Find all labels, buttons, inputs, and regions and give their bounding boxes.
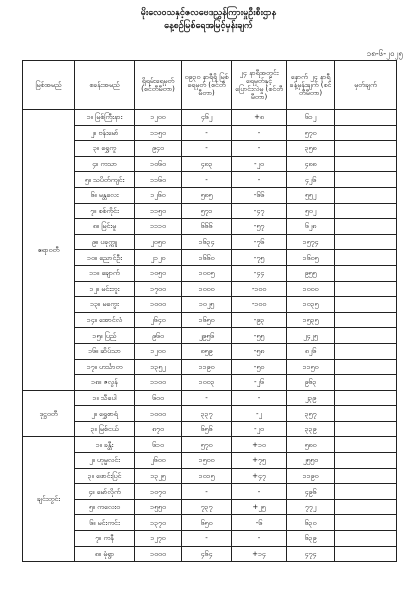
danger-level-cell: ၂၁၂၀	[135, 250, 182, 266]
forecast-cell: ၉၆၃	[287, 375, 335, 391]
header-station: စခန်းအမည်	[75, 61, 135, 110]
remark-cell	[335, 187, 397, 203]
remark-cell	[335, 499, 397, 515]
forecast-cell: ၅၀၂	[287, 203, 335, 219]
forecast-cell: ၁၀၃၅	[287, 297, 335, 313]
change-cell: -	[232, 484, 287, 500]
station-cell: ၁၅။ ပြည်	[75, 328, 135, 344]
current-level-cell: ၁၀၂၅	[182, 297, 232, 313]
current-level-cell: ၁၀၀၃	[182, 375, 232, 391]
remark-cell	[335, 297, 397, 313]
danger-level-cell: ၁၃၅၂	[135, 359, 182, 375]
station-cell: ၆။ မန္တလေး	[75, 187, 135, 203]
station-cell: ၅။ သပိတ်ကျင်း	[75, 172, 135, 188]
forecast-cell: ၂၅၅၀	[287, 453, 335, 469]
remark-cell	[335, 468, 397, 484]
change-cell: -၄၄	[232, 265, 287, 281]
danger-level-cell: ၁၀၅၀	[135, 265, 182, 281]
danger-level-cell: ၉၆၀	[135, 328, 182, 344]
station-cell: ၁၀။ ညောင်ဦး	[75, 250, 135, 266]
danger-level-cell: ၁၂၆၀	[135, 187, 182, 203]
station-cell: ၄။ ကသာ	[75, 156, 135, 172]
station-cell: ၁၄။ အောင်လံ	[75, 312, 135, 328]
danger-level-cell: ၆၁၀	[135, 437, 182, 453]
forecast-cell: ၃၃၉	[287, 421, 335, 437]
current-level-cell: ၈၅၉	[182, 343, 232, 359]
remark-cell	[335, 375, 397, 391]
river-level-table	[22, 60, 397, 562]
report-title: နေ့စဉ်မြစ်ရေအမြင့်မှန်းချက်	[164, 21, 253, 31]
department-title: မိုးလေဝသနှင့်ဇလဗေဒညွှန်ကြားမှုဦးစီးဌာန	[140, 8, 277, 18]
remark-cell	[335, 531, 397, 547]
change-cell: -၆၆	[232, 187, 287, 203]
remark-cell	[335, 343, 397, 359]
remark-cell	[335, 172, 397, 188]
change-cell: -၂၀	[232, 421, 287, 437]
change-cell: -၁၀၀	[232, 297, 287, 313]
forecast-cell: ၅၈၀	[287, 437, 335, 453]
forecast-cell: ၅၇၀	[287, 125, 335, 141]
remark-cell	[335, 312, 397, 328]
current-level-cell: ၄၆၂	[182, 110, 232, 126]
table-row	[23, 546, 397, 562]
change-cell: -၅၅	[232, 328, 287, 344]
remark-cell	[335, 453, 397, 469]
current-level-cell: ၁၆၆၀	[182, 250, 232, 266]
river-name-cell: ဒုဋ္ဌဝတီ	[23, 390, 75, 437]
current-level-cell: -	[182, 125, 232, 141]
current-level-cell: ၄၆၄	[182, 546, 232, 562]
current-level-cell: ၆၆၆	[182, 219, 232, 235]
danger-level-cell: ၁၂၇၀	[135, 531, 182, 547]
danger-level-cell: ၁၁၁၀	[135, 219, 182, 235]
remark-cell	[335, 328, 397, 344]
danger-level-cell: ၁၂၀၀	[135, 110, 182, 126]
station-cell: ၇။ ကနီ	[75, 531, 135, 547]
danger-level-cell: ၁၀၆၀	[135, 156, 182, 172]
change-cell: -၆	[232, 515, 287, 531]
table-row	[23, 265, 397, 281]
danger-level-cell: ၆၀၀	[135, 390, 182, 406]
station-cell: ၁၈။ ဇလွန်	[75, 375, 135, 391]
change-cell: +၁၄	[232, 546, 287, 562]
station-cell: ၄။ မော်လိုက်	[75, 484, 135, 500]
forecast-cell: ၃၅၇	[287, 406, 335, 422]
danger-level-cell: ၉၄၀	[135, 141, 182, 157]
station-cell: ၂။ ဗန်းမော်	[75, 125, 135, 141]
current-level-cell: ၅၇၁	[182, 203, 232, 219]
current-level-cell: ၅၇၀	[182, 437, 232, 453]
table-body	[23, 110, 397, 562]
remark-cell	[335, 546, 397, 562]
danger-level-cell: ၈၇၀	[135, 421, 182, 437]
header-remarks: မှတ်ချက်	[335, 61, 397, 110]
danger-level-cell: ၂၆၀၀	[135, 453, 182, 469]
current-level-cell: ၁၀၁၅	[182, 468, 232, 484]
river-name-cell: ချင်းတွင်း	[23, 437, 75, 562]
change-cell: -၉၃	[232, 312, 287, 328]
forecast-cell: ၆၁၂	[287, 110, 335, 126]
table-row	[23, 141, 397, 157]
table-row	[23, 297, 397, 313]
forecast-cell: ၁၆၀၅	[287, 250, 335, 266]
remark-cell	[335, 110, 397, 126]
change-cell: +၁၀	[232, 437, 287, 453]
station-cell: ၇။ စစ်ကိုင်း	[75, 203, 135, 219]
current-level-cell: ၁၅၀၀	[182, 453, 232, 469]
current-level-cell: ၁၀၀၀	[182, 281, 232, 297]
forecast-cell: ၄၇၄	[287, 546, 335, 562]
change-cell: -၂	[232, 406, 287, 422]
change-cell: -	[232, 141, 287, 157]
remark-cell	[335, 421, 397, 437]
header-river: မြစ်အမည်	[23, 61, 75, 110]
forecast-cell: ၉၅၅	[287, 265, 335, 281]
header-forecast-24h: နောက် ၂၄ နာရီ ခန့်မှန်းချက် (စင်တီမီတာ)	[287, 61, 335, 110]
forecast-cell: ၁၁၉၀	[287, 468, 335, 484]
forecast-cell: ၄၂၆	[287, 172, 335, 188]
river-name-cell: ဧရာဝတီ	[23, 110, 75, 391]
forecast-cell: ၁၅၇၄	[287, 234, 335, 250]
change-cell: -၂၆	[232, 375, 287, 391]
table-row	[23, 468, 397, 484]
table-row	[23, 187, 397, 203]
forecast-cell: ၃၅၈	[287, 141, 335, 157]
current-level-cell: ၂၉၅၆	[182, 328, 232, 344]
danger-level-cell: ၂၀၅၀	[135, 234, 182, 250]
change-cell: +၂၅	[232, 499, 287, 515]
forecast-cell: ၆၂၈	[287, 219, 335, 235]
table-row	[23, 156, 397, 172]
station-cell: ၁၆။ ဆိပ်သာ	[75, 343, 135, 359]
current-level-cell: ၇၃၇	[182, 499, 232, 515]
forecast-cell: ၄၈၈	[287, 156, 335, 172]
header-change-24h: ၂၄ နာရီအတွင်း ရေမှတ်နှင့်ပြောင်းလဲမှု (စင်တီမီတာ)	[232, 61, 287, 110]
remark-cell	[335, 390, 397, 406]
station-cell: ၃။ ရွှေကူ	[75, 141, 135, 157]
table-row	[23, 484, 397, 500]
danger-level-cell: ၂၆၄၀	[135, 312, 182, 328]
station-cell: ၁၁။ ချောက်	[75, 265, 135, 281]
table-row	[23, 281, 397, 297]
table-row	[23, 125, 397, 141]
current-level-cell: ၃၃၇	[182, 406, 232, 422]
forecast-cell: ၅၅၂	[287, 187, 335, 203]
danger-level-cell: ၁၁၆၀	[135, 172, 182, 188]
remark-cell	[335, 265, 397, 281]
change-cell: -၁၀၀	[232, 281, 287, 297]
current-level-cell: ၁၆၅၀	[182, 312, 232, 328]
current-level-cell: -	[182, 172, 232, 188]
change-cell: -	[232, 531, 287, 547]
station-cell: ၃။ မြစ်ငယ်	[75, 421, 135, 437]
table-row	[23, 515, 397, 531]
current-level-cell: -	[182, 484, 232, 500]
change-cell: -၇၆	[232, 234, 287, 250]
current-level-cell: ၆၅၀	[182, 515, 232, 531]
table-row	[23, 312, 397, 328]
header-row	[23, 61, 397, 110]
remark-cell	[335, 219, 397, 235]
current-level-cell: -	[182, 390, 232, 406]
table-row	[23, 531, 397, 547]
station-cell: ၁၇။ ဟင်္သာတ	[75, 359, 135, 375]
danger-level-cell: ၁၁၅၀	[135, 125, 182, 141]
header-current-level: ရှိရမ်းရေမှတ် (စင်တီမီတာ)	[135, 61, 182, 110]
change-cell: -၇၅	[232, 250, 287, 266]
forecast-cell: ၁၅၃၅	[287, 312, 335, 328]
station-cell: ၃။ ဖောင်းပြင်	[75, 468, 135, 484]
table-row	[23, 499, 397, 515]
table-row	[23, 110, 397, 126]
station-cell: ၈။ မုံရွာ	[75, 546, 135, 562]
remark-cell	[335, 203, 397, 219]
table-row	[23, 375, 397, 391]
current-level-cell: -	[182, 141, 232, 157]
current-level-cell: ၅၈၅	[182, 187, 232, 203]
forecast-cell: ၆၃၉	[287, 531, 335, 547]
change-cell: -၅၇	[232, 219, 287, 235]
remark-cell	[335, 141, 397, 157]
change-cell: +၄၇	[232, 468, 287, 484]
change-cell: -၅၈	[232, 343, 287, 359]
remark-cell	[335, 234, 397, 250]
danger-level-cell: ၁၅၅၀	[135, 499, 182, 515]
table-row	[23, 203, 397, 219]
danger-level-cell: ၁၁၀၀	[135, 375, 182, 391]
table-row	[23, 343, 397, 359]
danger-level-cell: ၁၀၀၀	[135, 297, 182, 313]
danger-level-cell: ၁၁၅၀	[135, 203, 182, 219]
remark-cell	[335, 281, 397, 297]
danger-level-cell: ၁၀၇၀	[135, 484, 182, 500]
table-row	[23, 328, 397, 344]
danger-level-cell: ၁၃၂၅	[135, 468, 182, 484]
forecast-cell: ၂၃၉	[287, 390, 335, 406]
station-cell: ၁။ သီပေါ	[75, 390, 135, 406]
remark-cell	[335, 125, 397, 141]
table-row	[23, 250, 397, 266]
danger-level-cell: ၁၀၀၀	[135, 546, 182, 562]
change-cell: +၇၅	[232, 453, 287, 469]
remark-cell	[335, 515, 397, 531]
table-row	[23, 421, 397, 437]
forecast-cell: ၂၄၂၅	[287, 328, 335, 344]
table-row	[23, 437, 397, 453]
change-cell: -၂၀	[232, 156, 287, 172]
station-cell: ၈။ မြင်းမူ	[75, 219, 135, 235]
remark-cell	[335, 359, 397, 375]
current-level-cell: -	[182, 531, 232, 547]
station-cell: ၁။ ခန္တီး	[75, 437, 135, 453]
remark-cell	[335, 406, 397, 422]
table-row	[23, 453, 397, 469]
change-cell: +၈	[232, 110, 287, 126]
current-level-cell: ၄၈၃	[182, 156, 232, 172]
station-cell: ၂။ ရွှေစာရံ	[75, 406, 135, 422]
station-cell: ၉။ ပခုက္ကူ	[75, 234, 135, 250]
change-cell: -၄၇	[232, 203, 287, 219]
danger-level-cell: ၁၃၇၀	[135, 515, 182, 531]
forecast-cell: ၄၉၆	[287, 484, 335, 500]
current-level-cell: ၁၆၃၄	[182, 234, 232, 250]
station-cell: ၅။ ကလေးဝ	[75, 499, 135, 515]
current-level-cell: ၁၀၀၅	[182, 265, 232, 281]
table-row	[23, 219, 397, 235]
remark-cell	[335, 484, 397, 500]
forecast-cell: ၇၇၂	[287, 499, 335, 515]
forecast-cell: ၁၁၅၀	[287, 359, 335, 375]
remark-cell	[335, 250, 397, 266]
table-row	[23, 390, 397, 406]
table-row	[23, 172, 397, 188]
danger-level-cell: ၁၇၀၀	[135, 281, 182, 297]
forecast-cell: ၆၃၀	[287, 515, 335, 531]
table-row	[23, 406, 397, 422]
change-cell: -	[232, 390, 287, 406]
danger-level-cell: ၁၀၀၀	[135, 406, 182, 422]
change-cell: -၅၀	[232, 359, 287, 375]
current-level-cell: ၁၁၉၀	[182, 359, 232, 375]
header-level-0930: ၀၉၃၀ နာရီရှိ မြစ်ရေမှတ် (စင်တီမီတာ)	[182, 61, 232, 110]
change-cell: -	[232, 172, 287, 188]
station-cell: ၆။ မင်းကင်း	[75, 515, 135, 531]
current-level-cell: ၆၅၆	[182, 421, 232, 437]
forecast-cell: ၈၂၆	[287, 343, 335, 359]
change-cell: -	[232, 125, 287, 141]
table-row	[23, 234, 397, 250]
station-cell: ၂။ ဟုမ္မလင်း	[75, 453, 135, 469]
station-cell: ၁၂။ မင်းဘူး	[75, 281, 135, 297]
remark-cell	[335, 156, 397, 172]
danger-level-cell: ၁၂၀၀	[135, 343, 182, 359]
station-cell: ၁၃။ မကွေး	[75, 297, 135, 313]
report-date: ၁၈-၆-၂၀၂၅	[366, 49, 403, 58]
remark-cell	[335, 437, 397, 453]
station-cell: ၁။ မြစ်ကြီးနား	[75, 110, 135, 126]
table-row	[23, 359, 397, 375]
forecast-cell: ၁၀၀၀	[287, 281, 335, 297]
